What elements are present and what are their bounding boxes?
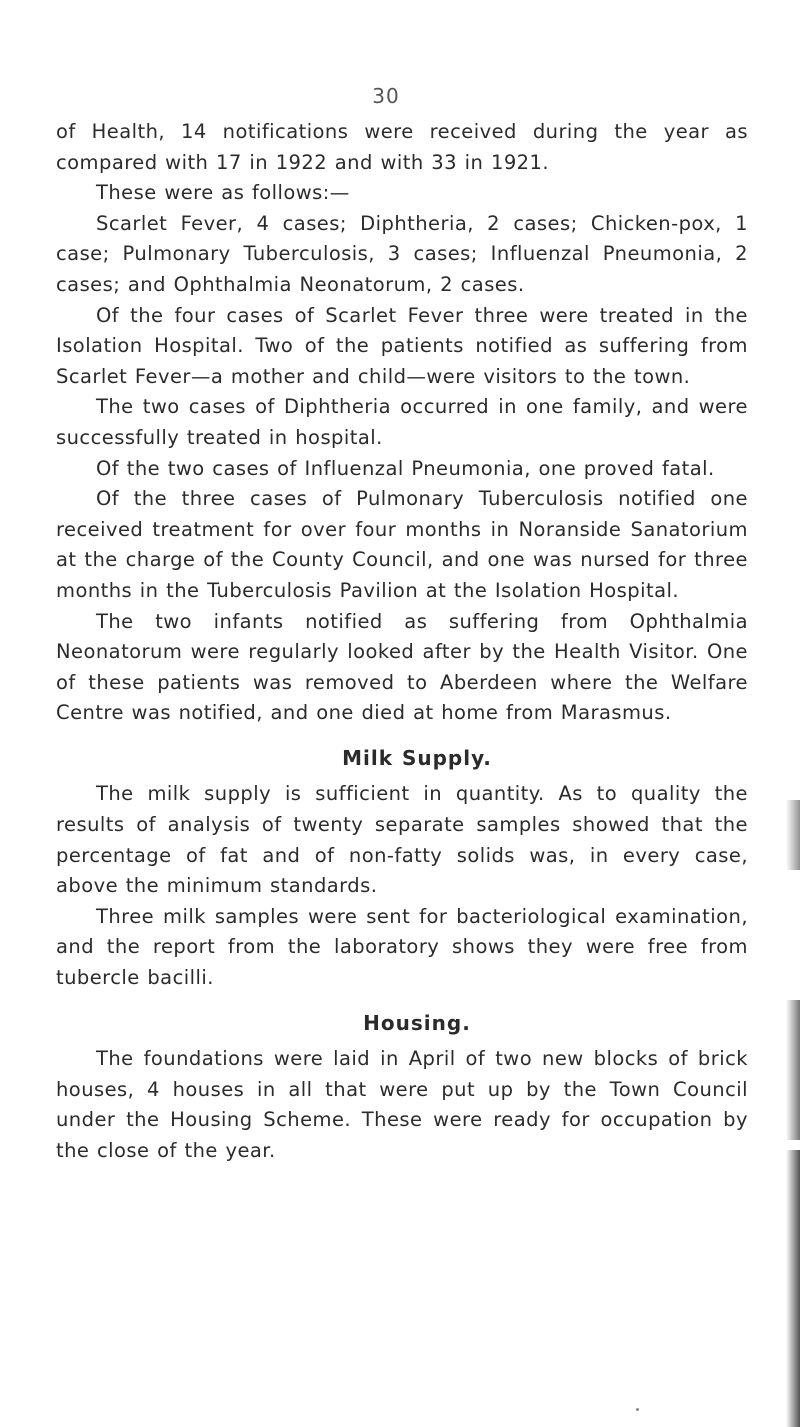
body-text [56, 117, 748, 1167]
page-edge-shadow [786, 1150, 800, 1427]
page-edge-shadow [786, 800, 800, 870]
page-edge-shadow [786, 1000, 800, 1140]
paragraph-case-list: Scarlet Fever, 4 cases; Diphtheria, 2 cases; Chicken-pox, 1 case; Pulmonary Tuberculosis, 3 cases; Influenzal Pneumonia, 2 cases; and Ophthalmia Neonatorum, 2 cases. [56, 211, 748, 296]
paragraph-follows: These were as follows:— [96, 181, 350, 205]
paper-speck [636, 1408, 639, 1411]
paragraph-influenzal-pneumonia: Of the two cases of Influenzal Pneumonia, one proved fatal. [96, 456, 715, 480]
paragraph-milk-quality: The milk supply is sufficient in quantity. As to quality the results of analysis of twenty separate samples showed that the percentage of fat and of non-fatty solids was, in every case, above the minimum standards. [56, 782, 748, 898]
housing-heading: Housing. [363, 1010, 471, 1035]
milk-supply-heading: Milk Supply. [342, 745, 492, 770]
paragraph-milk-bacteriology: Three milk samples were sent for bacteriological examination, and the report from the laboratory shows they were free from tubercle bacilli. [56, 904, 748, 990]
paragraph-housing: The foundations were laid in April of two new blocks of brick houses, 4 houses in all that were put up by the Town Council under the Housing Scheme. These were ready for occupation by the close of the year. [56, 1047, 748, 1162]
page-number: 30 [372, 84, 400, 108]
paragraph-tuberculosis: Of the three cases of Pulmonary Tuberculosis notified one received treatment for over four months in Noranside Sanatorium at the charge of the County Council, and one was nursed for three months in the Tuberculosis Pavilion at the Isolation Hospital. [56, 487, 748, 602]
paragraph-diphtheria: The two cases of Diphtheria occurred in one family, and were successfully treated in hospital. [56, 395, 748, 449]
paragraph-scarlet-fever: Of the four cases of Scarlet Fever three were treated in the Isolation Hospital. Two of the patients notified as suffering from Scarlet Fever—a mother and child—were visitors to the town. [56, 303, 748, 388]
paragraph-notifications: of Health, 14 notifications were received during the year as compared with 17 in 1922 and with 33 in 1921. [56, 120, 748, 174]
paragraph-ophthalmia: The two infants notified as suffering from Ophthalmia Neonatorum were regularly looked after by the Health Visitor. One of these patients was removed to Aberdeen where the Welfare Centre was notified, and one died at home from Marasmus. [56, 609, 748, 725]
